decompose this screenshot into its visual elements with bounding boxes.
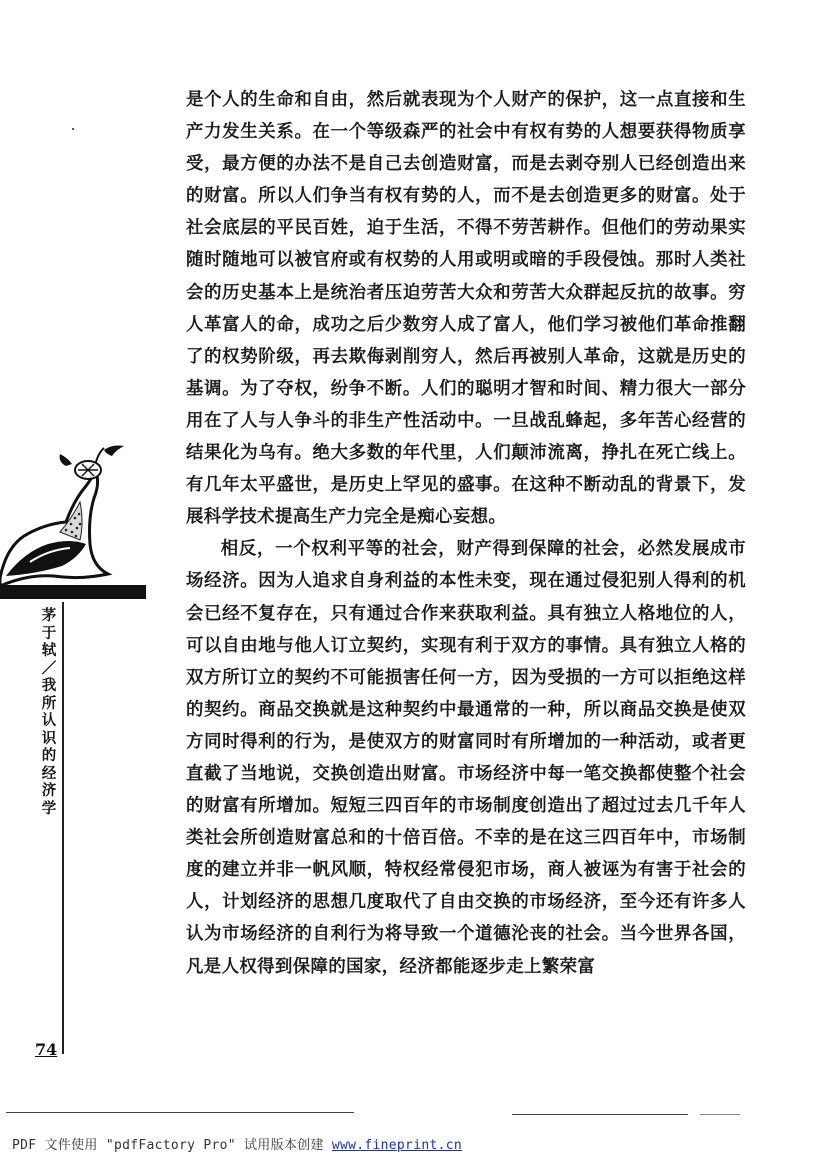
page-number: 74	[35, 1040, 58, 1059]
sidebar-rule	[62, 602, 64, 1054]
scan-artifact-line	[700, 1114, 740, 1115]
decorative-bird-illustration	[0, 440, 146, 590]
pdf-footer	[12, 1134, 462, 1153]
book-title-vertical: 茅于轼／我所认识的经济学	[41, 608, 57, 817]
sidebar-black-bar	[0, 585, 146, 599]
scan-artifact-line	[6, 1112, 354, 1113]
scan-speck	[72, 128, 74, 130]
footer-link[interactable]: www.fineprint.cn	[331, 1138, 462, 1153]
paragraph-continued: 是个人的生命和自由，然后就表现为个人财产的保护，这一点直接和生产力发生关系。在一个等级森严的社会中有权有势的人想要获得物质享受，最方便的办法不是自己去创造财富，而是去剥夺别人已经创造出来的财富。所以人们争当有权有势的人，而不是去创造更多的财富。处于社会底层的平民百姓，迫于生活，不得不劳苦耕作。但他们的劳动果实随时随地可以被官府或有权势的人用或明或暗的手段侵蚀。那时人类社会的历史基本上是统治者压迫劳苦大众和劳苦大众群起反抗的故事。穷人革富人的命，成功之后少数穷人成了富人，他们学习被他们革命推翻了的权势阶级，再去欺侮剥削穷人，然后再被别人革命，这就是历史的基调。为了夺权，纷争不断。人们的聪明才智和时间、精力很大一部分用在了人与人争斗的非生产性活动中。一旦战乱蜂起，多年苦心经营的结果化为乌有。绝大多数的年代里，人们颠沛流离，挣扎在死亡线上。有几年太平盛世，是历史上罕见的盛事。在这种不断动乱的背景下，发展科学技术提高生产力完全是痴心妄想。	[186, 90, 746, 528]
paragraph: 相反，一个权利平等的社会，财产得到保障的社会，必然发展成市场经济。因为人追求自身利益的本性未变，现在通过侵犯别人得利的机会已经不复存在，只有通过合作来获取利益。具有独立人格地位的人，可以自由地与他人订立契约，实现有利于双方的事情。具有独立人格的双方所订立的契约不可能损害任何一方，因为受损的一方可以拒绝这样的契约。商品交换就是这种契约中最通常的一种，所以商品交换是使双方同时得利的行为，是使双方的财富同时有所增加的一种活动，或者更直截了当地说，交换创造出财富。市场经济中每一笔交换都使整个社会的财富有所增加。短短三四百年的市场制度创造出了超过过去几千年人类社会所创造财富总和的十倍百倍。不幸的是在这三四百年中，市场制度的建立并非一帆风顺，特权经常侵犯市场，商人被诬为有害于社会的人，计划经济的思想几度取代了自由交换的市场经济，至今还有许多人认为市场经济的自利行为将导致一个道德沦丧的社会。当今世界各国，凡是人权得到保障的国家，经济都能逐步走上繁荣富	[186, 539, 746, 977]
scan-artifact-line	[512, 1114, 688, 1115]
body-text	[186, 84, 746, 983]
footer-text: PDF 文件使用 "pdfFactory Pro" 试用版本创建	[12, 1138, 332, 1153]
